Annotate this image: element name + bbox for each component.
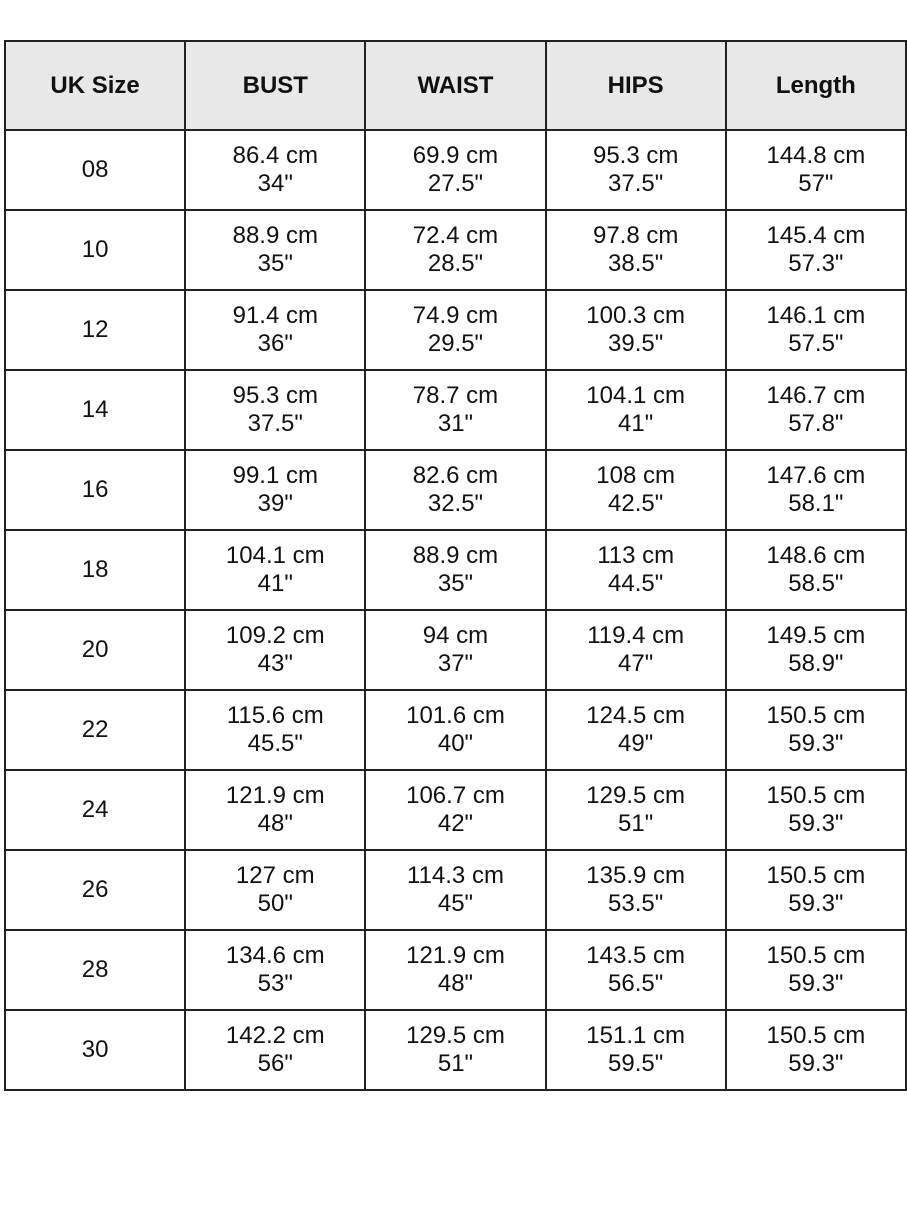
bust-inch-value: 53" <box>257 970 293 997</box>
hips-cell <box>546 530 726 610</box>
hips-cm-value: 119.4 cm <box>587 622 685 649</box>
waist-cell <box>365 210 545 290</box>
bust-inch-value: 35" <box>257 250 293 277</box>
hips-cm-value: 143.5 cm <box>586 942 686 969</box>
bust-cm-value: 95.3 cm <box>232 382 318 409</box>
length-inch-value: 58.9" <box>788 650 844 677</box>
waist-inch-value: 45" <box>437 890 474 917</box>
uk-size-cell: 30 <box>5 1010 185 1090</box>
length-cm-value: 150.5 cm <box>766 702 866 729</box>
uk-size-cell: 26 <box>5 850 185 930</box>
hips-cell <box>546 450 726 530</box>
length-cm-value: 150.5 cm <box>766 782 866 809</box>
table-row <box>5 450 906 530</box>
length-cell <box>726 290 906 370</box>
length-inch-value: 59.3" <box>788 970 844 997</box>
waist-inch-value: 48" <box>437 970 474 997</box>
table-row <box>5 770 906 850</box>
table-row <box>5 850 906 930</box>
table-row <box>5 370 906 450</box>
hips-inch-value: 44.5" <box>608 570 664 597</box>
bust-cm-value: 121.9 cm <box>225 782 325 809</box>
hips-cm-value: 108 cm <box>596 462 675 489</box>
bust-cell <box>185 130 365 210</box>
waist-cm-value: 121.9 cm <box>406 942 505 969</box>
table-row <box>5 1010 906 1090</box>
waist-cell <box>365 530 545 610</box>
hips-cm-value: 113 cm <box>597 542 675 569</box>
hips-inch-value: 49" <box>618 730 654 757</box>
bust-cm-value: 142.2 cm <box>225 1022 325 1049</box>
hips-cm-value: 104.1 cm <box>586 382 686 409</box>
bust-cm-value: 86.4 cm <box>232 142 318 169</box>
waist-cell <box>365 770 545 850</box>
uk-size-cell: 10 <box>5 210 185 290</box>
hips-inch-value: 47" <box>618 650 654 677</box>
uk-size-cell: 22 <box>5 690 185 770</box>
bust-inch-value: 37.5" <box>247 410 303 437</box>
waist-cell <box>365 850 545 930</box>
table-row <box>5 130 906 210</box>
hips-inch-value: 51" <box>618 810 654 837</box>
length-cell <box>726 530 906 610</box>
bust-cell <box>185 690 365 770</box>
hips-cm-value: 95.3 cm <box>592 142 679 169</box>
waist-cm-value: 72.4 cm <box>412 222 499 249</box>
uk-size-cell: 28 <box>5 930 185 1010</box>
hips-inch-value: 39.5" <box>608 330 664 357</box>
length-cm-value: 148.6 cm <box>766 542 866 569</box>
hips-cell <box>546 770 726 850</box>
waist-cm-value: 74.9 cm <box>412 302 499 329</box>
bust-inch-value: 56" <box>257 1050 293 1077</box>
waist-cell <box>365 290 545 370</box>
bust-cell <box>185 850 365 930</box>
hips-inch-value: 59.5" <box>608 1050 664 1077</box>
bust-cell <box>185 1010 365 1090</box>
waist-inch-value: 32.5" <box>427 490 484 517</box>
bust-cm-value: 91.4 cm <box>232 302 318 329</box>
waist-cell <box>365 610 545 690</box>
table-row <box>5 610 906 690</box>
length-inch-value: 59.3" <box>788 810 844 837</box>
hips-inch-value: 38.5" <box>608 250 664 277</box>
length-inch-value: 58.5" <box>788 570 844 597</box>
hips-inch-value: 56.5" <box>608 970 664 997</box>
bust-cell <box>185 530 365 610</box>
hips-cell <box>546 290 726 370</box>
table-row <box>5 690 906 770</box>
table-header <box>5 41 906 130</box>
uk-size-cell: 16 <box>5 450 185 530</box>
length-cm-value: 150.5 cm <box>766 1022 866 1049</box>
column-header-uk-size: UK Size <box>5 41 185 130</box>
waist-cell <box>365 930 545 1010</box>
hips-cm-value: 135.9 cm <box>586 862 686 889</box>
waist-cell <box>365 1010 545 1090</box>
length-cm-value: 150.5 cm <box>766 862 866 889</box>
hips-cm-value: 97.8 cm <box>592 222 679 249</box>
bust-cell <box>185 210 365 290</box>
length-inch-value: 58.1" <box>788 490 844 517</box>
waist-cm-value: 101.6 cm <box>406 702 505 729</box>
bust-cell <box>185 290 365 370</box>
uk-size-cell: 12 <box>5 290 185 370</box>
length-cm-value: 147.6 cm <box>766 462 866 489</box>
waist-cell <box>365 130 545 210</box>
waist-inch-value: 35" <box>437 570 474 597</box>
table-row <box>5 210 906 290</box>
uk-size-cell: 08 <box>5 130 185 210</box>
waist-cm-value: 106.7 cm <box>406 782 505 809</box>
length-cm-value: 146.7 cm <box>766 382 866 409</box>
bust-cell <box>185 450 365 530</box>
column-header-hips: HIPS <box>546 41 726 130</box>
length-inch-value: 57.3" <box>788 250 844 277</box>
waist-cm-value: 114.3 cm <box>407 862 504 889</box>
size-chart-table <box>4 40 907 1091</box>
length-cell <box>726 210 906 290</box>
hips-cm-value: 129.5 cm <box>586 782 686 809</box>
uk-size-cell: 24 <box>5 770 185 850</box>
length-cell <box>726 930 906 1010</box>
waist-inch-value: 37" <box>437 650 474 677</box>
length-cm-value: 145.4 cm <box>766 222 866 249</box>
waist-cell <box>365 370 545 450</box>
bust-inch-value: 39" <box>257 490 293 517</box>
hips-cell <box>546 930 726 1010</box>
length-inch-value: 57.8" <box>788 410 844 437</box>
column-header-bust: BUST <box>185 41 365 130</box>
bust-inch-value: 48" <box>257 810 293 837</box>
bust-cm-value: 115.6 cm <box>226 702 324 729</box>
waist-cm-value: 88.9 cm <box>412 542 499 569</box>
hips-inch-value: 37.5" <box>608 170 664 197</box>
bust-cm-value: 134.6 cm <box>225 942 325 969</box>
length-cell <box>726 450 906 530</box>
length-cm-value: 149.5 cm <box>766 622 866 649</box>
length-cm-value: 146.1 cm <box>766 302 866 329</box>
length-inch-value: 57" <box>798 170 834 197</box>
uk-size-cell: 14 <box>5 370 185 450</box>
length-cell <box>726 370 906 450</box>
table-row <box>5 290 906 370</box>
bust-cell <box>185 930 365 1010</box>
bust-inch-value: 34" <box>257 170 293 197</box>
uk-size-cell: 18 <box>5 530 185 610</box>
bust-cm-value: 99.1 cm <box>232 462 318 489</box>
hips-cell <box>546 210 726 290</box>
hips-cell <box>546 850 726 930</box>
bust-inch-value: 50" <box>257 890 293 917</box>
waist-inch-value: 28.5" <box>427 250 484 277</box>
length-inch-value: 59.3" <box>788 890 844 917</box>
hips-cell <box>546 610 726 690</box>
waist-inch-value: 40" <box>437 730 474 757</box>
bust-inch-value: 36" <box>257 330 293 357</box>
waist-cm-value: 94 cm <box>422 622 489 649</box>
waist-cm-value: 78.7 cm <box>412 382 499 409</box>
column-header-length: Length <box>726 41 906 130</box>
length-cell <box>726 610 906 690</box>
length-cm-value: 144.8 cm <box>766 142 866 169</box>
waist-inch-value: 31" <box>437 410 474 437</box>
bust-cm-value: 104.1 cm <box>225 542 325 569</box>
bust-cm-value: 88.9 cm <box>232 222 318 249</box>
hips-cell <box>546 130 726 210</box>
hips-cell <box>546 370 726 450</box>
table-body <box>5 130 906 1090</box>
length-cell <box>726 770 906 850</box>
hips-inch-value: 41" <box>618 410 654 437</box>
hips-inch-value: 53.5" <box>608 890 664 917</box>
bust-inch-value: 41" <box>257 570 293 597</box>
hips-cm-value: 151.1 cm <box>586 1022 686 1049</box>
bust-inch-value: 45.5" <box>247 730 303 757</box>
length-cell <box>726 130 906 210</box>
waist-inch-value: 51" <box>437 1050 474 1077</box>
uk-size-cell: 20 <box>5 610 185 690</box>
length-cm-value: 150.5 cm <box>766 942 866 969</box>
table-row <box>5 930 906 1010</box>
hips-cm-value: 100.3 cm <box>586 302 686 329</box>
header-row <box>5 41 906 130</box>
hips-cm-value: 124.5 cm <box>586 702 686 729</box>
bust-cell <box>185 610 365 690</box>
length-inch-value: 57.5" <box>788 330 844 357</box>
length-cell <box>726 850 906 930</box>
table-row <box>5 530 906 610</box>
bust-cm-value: 127 cm <box>235 862 315 889</box>
hips-cell <box>546 1010 726 1090</box>
bust-cm-value: 109.2 cm <box>225 622 325 649</box>
waist-inch-value: 27.5" <box>427 170 484 197</box>
waist-cm-value: 69.9 cm <box>412 142 499 169</box>
column-header-waist: WAIST <box>365 41 545 130</box>
bust-inch-value: 43" <box>257 650 293 677</box>
waist-cm-value: 129.5 cm <box>406 1022 505 1049</box>
hips-cell <box>546 690 726 770</box>
waist-cell <box>365 450 545 530</box>
bust-cell <box>185 370 365 450</box>
bust-cell <box>185 770 365 850</box>
hips-inch-value: 42.5" <box>608 490 664 517</box>
waist-cm-value: 82.6 cm <box>412 462 499 489</box>
waist-inch-value: 42" <box>437 810 474 837</box>
waist-cell <box>365 690 545 770</box>
length-inch-value: 59.3" <box>788 1050 844 1077</box>
length-cell <box>726 1010 906 1090</box>
length-inch-value: 59.3" <box>788 730 844 757</box>
length-cell <box>726 690 906 770</box>
waist-inch-value: 29.5" <box>427 330 484 357</box>
